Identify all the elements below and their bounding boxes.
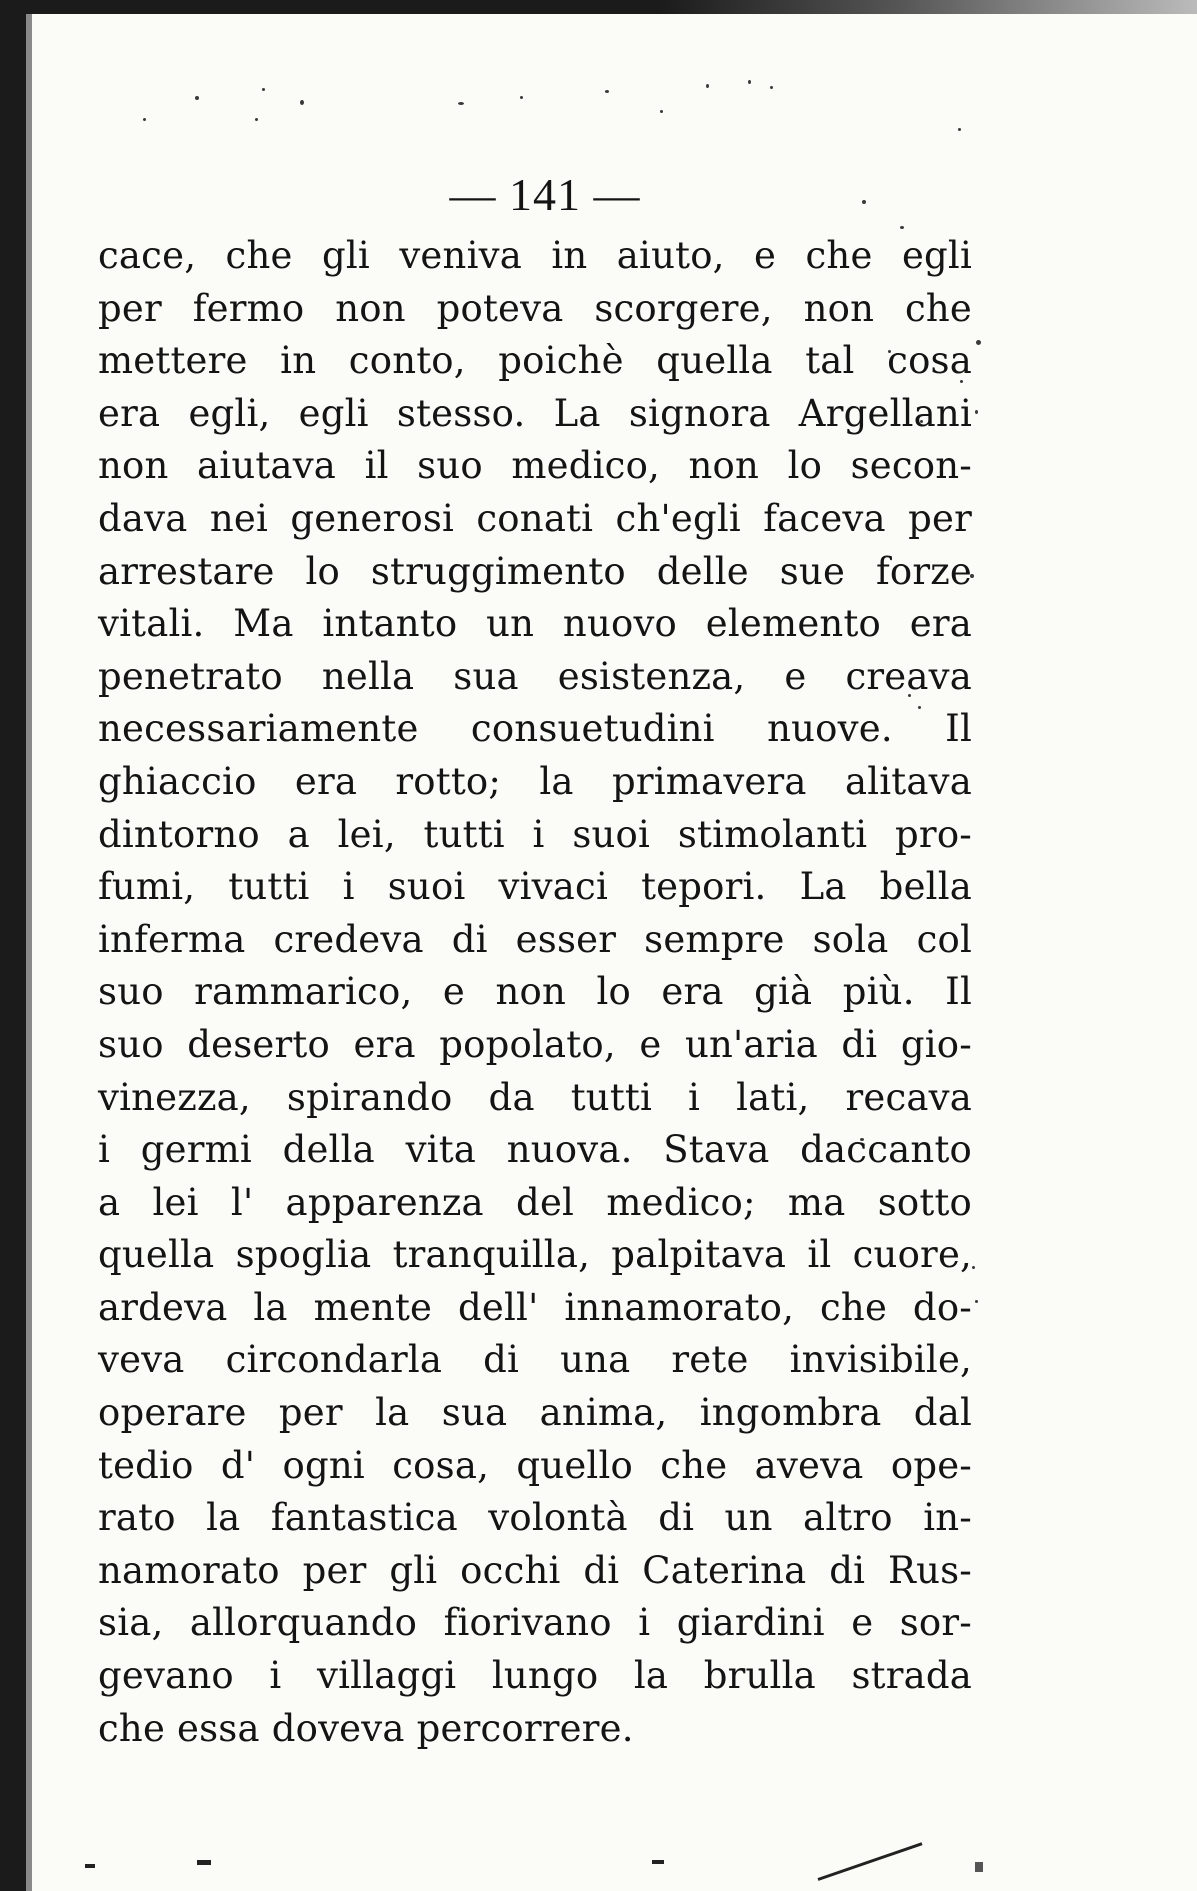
text-line: ghiaccio era rotto; la primavera alitava xyxy=(98,759,972,803)
scan-speck xyxy=(972,1266,975,1269)
text-line: dintorno a lei, tutti i suoi stimolanti pro- xyxy=(98,812,972,856)
scan-speck xyxy=(748,80,751,84)
text-line: tedio d' ogni cosa, quello che aveva ope- xyxy=(98,1443,972,1487)
page-top-edge xyxy=(0,0,1197,14)
scan-speck xyxy=(458,102,464,105)
page-number: — 141 — xyxy=(449,169,641,220)
text-line: a lei l' apparenza del medico; ma sotto xyxy=(98,1180,972,1224)
text-line: arrestare lo struggimento delle sue forze xyxy=(98,549,972,593)
text-line: necessariamente consuetudini nuove. Il xyxy=(98,707,972,751)
text-line: penetrato nella sua esistenza, e creava xyxy=(98,654,972,698)
scan-speck xyxy=(262,88,265,91)
body-text xyxy=(98,230,972,1755)
text-line: inferma credeva di esser sempre sola col xyxy=(98,917,972,961)
text-line: gevano i villaggi lungo la brulla strada xyxy=(98,1654,972,1698)
scan-speck xyxy=(300,100,304,105)
scan-speck xyxy=(976,340,981,345)
page-spine-edge xyxy=(26,0,32,1891)
scan-speck xyxy=(520,96,523,99)
scan-speck xyxy=(660,110,663,113)
scan-speck xyxy=(958,128,961,131)
text-line: i germi della vita nuova. Stava daccanto xyxy=(98,1128,972,1172)
scan-mark xyxy=(85,1864,95,1868)
text-line: mettere in conto, poichè quella tal cosa xyxy=(98,339,972,383)
text-line: cace, che gli veniva in aiuto, e che egli xyxy=(98,234,972,277)
scan-speck xyxy=(975,410,978,414)
text-line: veva circondarla di una rete invisibile, xyxy=(98,1338,972,1382)
scan-speck xyxy=(900,226,904,229)
text-line: fumi, tutti i suoi vivaci tepori. La bella xyxy=(98,865,972,909)
text-line: suo deserto era popolato, e un'aria di gio- xyxy=(98,1022,972,1066)
scan-speck xyxy=(975,1300,978,1303)
text-line: quella spoglia tranquilla, palpitava il cuore, xyxy=(98,1233,972,1277)
text-line: ardeva la mente dell' innamorato, che do- xyxy=(98,1285,972,1329)
scan-mark xyxy=(975,1862,983,1872)
text-line: vitali. Ma intanto un nuovo elemento era xyxy=(98,602,972,646)
text-line: non aiutava il suo medico, non lo secon- xyxy=(98,444,972,488)
text-line: operare per la sua anima, ingombra dal xyxy=(98,1391,972,1435)
text-line: suo rammarico, e non lo era già più. Il xyxy=(98,970,972,1014)
scan-mark xyxy=(652,1860,664,1864)
text-line: per fermo non poteva scorgere, non che xyxy=(98,286,972,330)
scan-speck xyxy=(255,118,258,121)
scan-speck xyxy=(195,96,199,100)
text-line: rato la fantastica volontà di un altro in- xyxy=(98,1496,972,1540)
text-line: vinezza, spirando da tutti i lati, recava xyxy=(98,1075,972,1119)
scan-speck xyxy=(770,86,773,89)
text-line: dava nei generosi conati ch'egli faceva per xyxy=(98,496,972,540)
text-line: namorato per gli occhi di Caterina di Rus- xyxy=(98,1548,972,1592)
scan-stroke xyxy=(818,1842,923,1881)
scan-speck xyxy=(706,84,709,88)
text-line: era egli, egli stesso. La signora Argellani xyxy=(98,391,972,435)
text-line: sia, allorquando fiorivano i giardini e sor- xyxy=(98,1601,972,1645)
scan-speck xyxy=(143,118,146,121)
scan-mark xyxy=(197,1860,211,1865)
page-spine-shadow xyxy=(0,0,26,1891)
scan-speck xyxy=(605,90,609,93)
text-line: che essa doveva percorrere. xyxy=(98,1706,634,1750)
